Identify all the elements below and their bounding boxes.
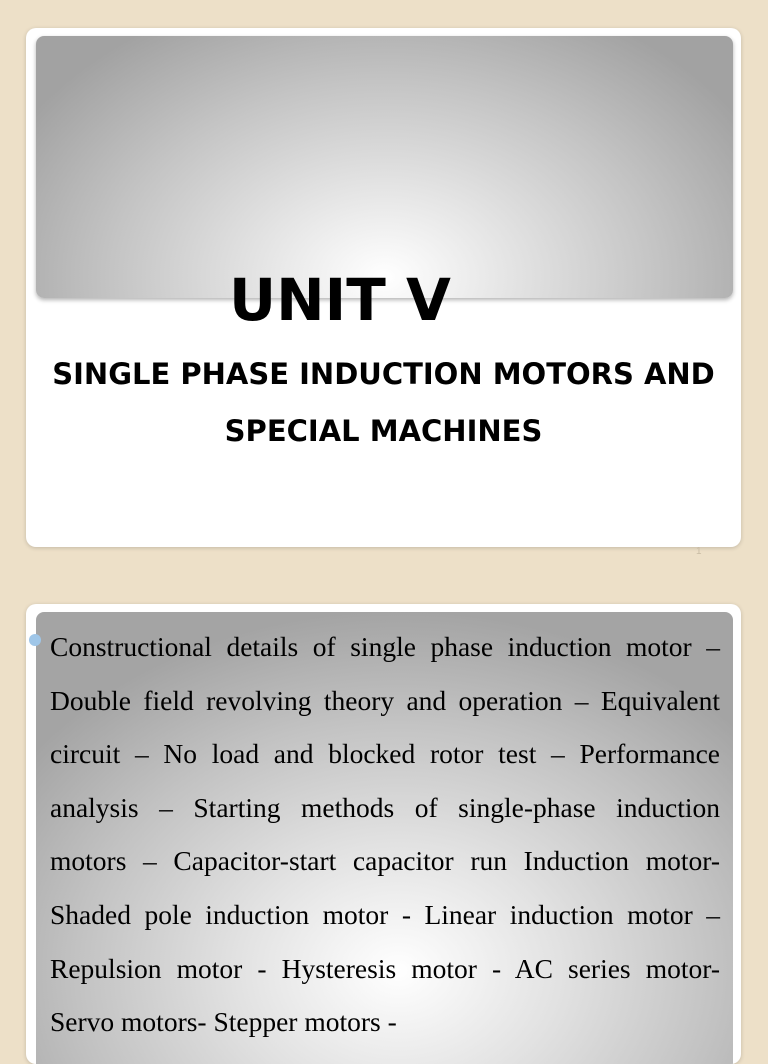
slide-number: 1 <box>696 546 702 557</box>
title-band <box>36 36 733 298</box>
title-slide <box>26 28 741 547</box>
slide-subtitle: SINGLE PHASE INDUCTION MOTORS AND SPECIAL MACHINES <box>52 357 715 448</box>
bullet-icon <box>29 634 41 646</box>
unit-title: UNIT V <box>229 266 451 334</box>
content-slide <box>26 604 741 1064</box>
syllabus-text: Constructional details of single phase induction motor – Double field revolving theory and operation – Equivalent circuit – No load and blocked rotor test – Performance analysis – Starting methods of single-phase induction motors – Capacitor-start capacitor run Induction motor- Shaded pole induction motor - Linear induction motor – Repulsion motor - Hysteresis motor - AC series motor- Servo motors- Stepper motors - <box>50 631 720 1038</box>
